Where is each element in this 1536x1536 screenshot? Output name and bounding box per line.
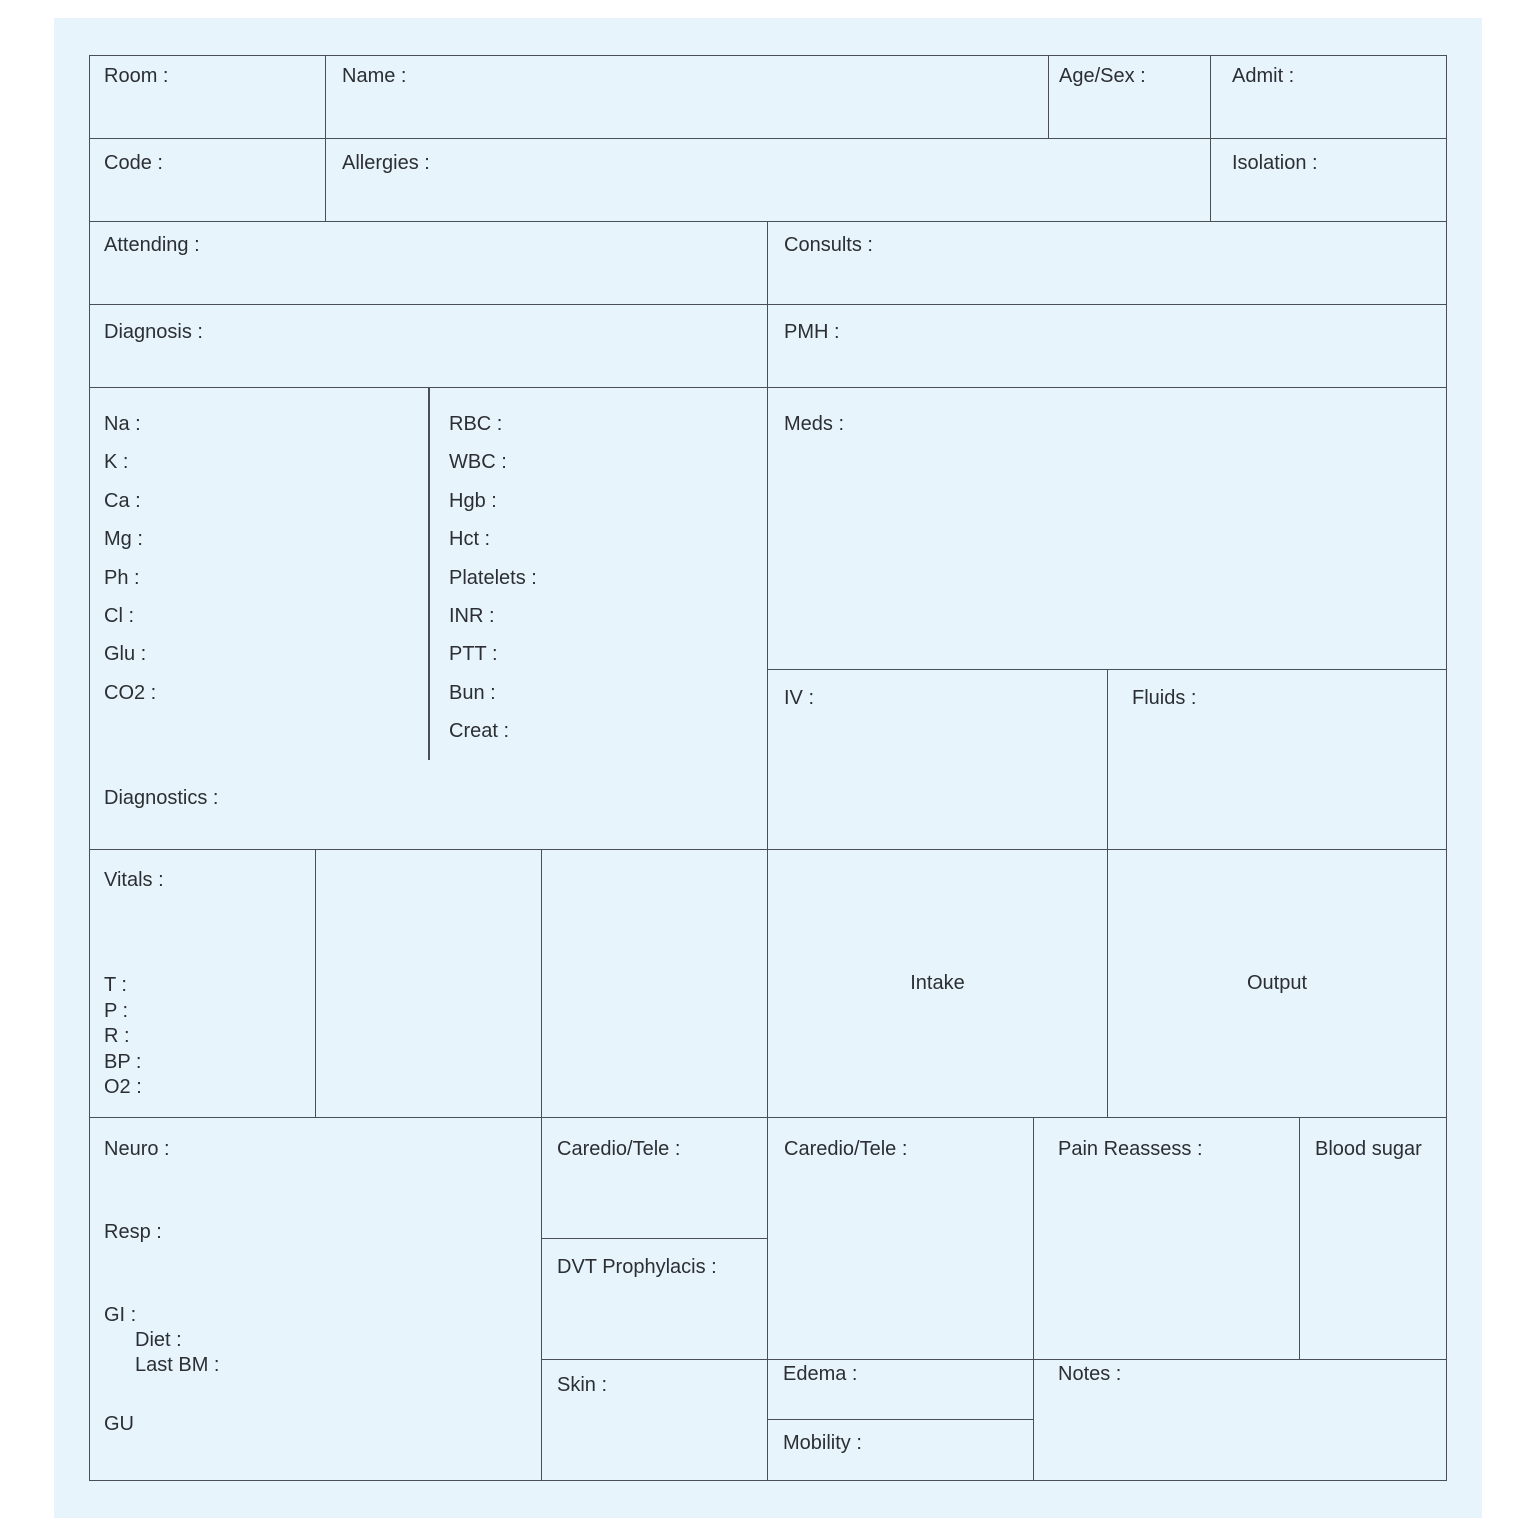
lab-creat: Creat : — [449, 720, 510, 743]
lab-ptt: PTT : — [449, 643, 498, 666]
attending-label: Attending : — [104, 234, 200, 256]
output-field[interactable] — [1107, 849, 1447, 1118]
isolation-label: Isolation : — [1232, 152, 1318, 174]
cardio-tele-label-2: Caredio/Tele : — [784, 1138, 908, 1160]
lab-bun: Bun : — [449, 681, 496, 704]
diagnosis-label: Diagnosis : — [104, 321, 203, 343]
vital-bp: BP : — [104, 1050, 142, 1073]
vital-r: R : — [104, 1025, 130, 1047]
diagnostics-label: Diagnostics : — [104, 787, 219, 809]
blood-sugar-label: Blood sugar — [1315, 1138, 1422, 1160]
hematology-labs — [449, 412, 537, 743]
gu-label: GU — [104, 1413, 134, 1435]
room-field[interactable] — [89, 55, 326, 139]
edema-label: Edema : — [783, 1363, 858, 1385]
fluids-label: Fluids : — [1132, 687, 1197, 709]
pain-reassess-field[interactable] — [1033, 1117, 1300, 1360]
lab-k: K : — [104, 451, 129, 474]
allergies-label: Allergies : — [342, 152, 430, 174]
lab-ca: Ca : — [104, 489, 141, 512]
cardio-tele-label-1: Caredio/Tele : — [557, 1138, 681, 1160]
vitals-field[interactable] — [89, 849, 316, 1118]
vitals-list — [104, 973, 142, 1101]
name-label: Name : — [342, 65, 407, 87]
chemistry-labs — [104, 412, 156, 705]
systems-field[interactable] — [89, 1117, 542, 1481]
age-sex-field[interactable] — [1048, 55, 1211, 139]
mobility-label: Mobility : — [783, 1432, 862, 1454]
lab-rbc: RBC : — [449, 413, 503, 435]
lab-na: Na : — [104, 413, 141, 435]
lab-cl: Cl : — [104, 604, 134, 627]
last-bm-label: Last BM : — [135, 1354, 220, 1376]
pmh-label: PMH : — [784, 321, 840, 343]
code-label: Code : — [104, 152, 163, 174]
vitals-column-2[interactable] — [315, 849, 542, 1118]
vital-p: P : — [104, 999, 129, 1022]
gi-label: GI : — [104, 1304, 137, 1326]
vitals-label: Vitals : — [104, 869, 164, 891]
cardio-tele-field-2[interactable] — [767, 1117, 1034, 1360]
mobility-field[interactable] — [767, 1419, 1034, 1481]
isolation-field[interactable] — [1210, 138, 1447, 222]
fluids-field[interactable] — [1107, 669, 1447, 850]
resp-label: Resp : — [104, 1221, 162, 1243]
lab-hct: Hct : — [449, 528, 491, 551]
lab-platelets: Platelets : — [449, 566, 537, 589]
allergies-field[interactable] — [325, 138, 1211, 222]
dvt-field[interactable] — [541, 1238, 768, 1360]
labs-divider — [428, 388, 430, 760]
name-field[interactable] — [325, 55, 1049, 139]
blood-sugar-field[interactable] — [1299, 1117, 1447, 1360]
intake-label: Intake — [910, 972, 965, 994]
admit-label: Admit : — [1232, 65, 1295, 87]
vitals-column-3[interactable] — [541, 849, 768, 1118]
neuro-label: Neuro : — [104, 1138, 170, 1160]
iv-field[interactable] — [767, 669, 1108, 850]
pain-reassess-label: Pain Reassess : — [1058, 1138, 1203, 1160]
admit-field[interactable] — [1210, 55, 1447, 139]
edema-field[interactable] — [767, 1359, 1034, 1420]
notes-field[interactable] — [1033, 1359, 1447, 1481]
lab-ph: Ph : — [104, 566, 140, 589]
cardio-tele-field-1[interactable] — [541, 1117, 768, 1239]
lab-inr: INR : — [449, 604, 495, 627]
dvt-label: DVT Prophylacis : — [557, 1256, 717, 1278]
lab-mg: Mg : — [104, 528, 143, 551]
iv-label: IV : — [784, 687, 815, 709]
meds-field[interactable] — [767, 387, 1447, 670]
labs-section[interactable] — [89, 387, 768, 850]
skin-field[interactable] — [541, 1359, 768, 1481]
code-field[interactable] — [89, 138, 326, 222]
skin-label: Skin : — [557, 1374, 608, 1396]
consults-label: Consults : — [784, 234, 873, 256]
diet-label: Diet : — [135, 1329, 182, 1351]
vital-o2: O2 : — [104, 1076, 142, 1098]
room-label: Room : — [104, 65, 169, 87]
attending-field[interactable] — [89, 221, 768, 305]
lab-glu: Glu : — [104, 643, 147, 666]
vital-t: T : — [104, 974, 127, 996]
pmh-field[interactable] — [767, 304, 1447, 388]
output-label: Output — [1246, 972, 1308, 994]
lab-hgb: Hgb : — [449, 489, 497, 512]
consults-field[interactable] — [767, 221, 1447, 305]
intake-field[interactable] — [767, 849, 1108, 1118]
age-sex-label: Age/Sex : — [1059, 65, 1146, 87]
lab-co2: CO2 : — [104, 681, 157, 704]
meds-label: Meds : — [784, 413, 845, 435]
notes-label: Notes : — [1058, 1363, 1122, 1385]
lab-wbc: WBC : — [449, 451, 507, 474]
diagnosis-field[interactable] — [89, 304, 768, 388]
